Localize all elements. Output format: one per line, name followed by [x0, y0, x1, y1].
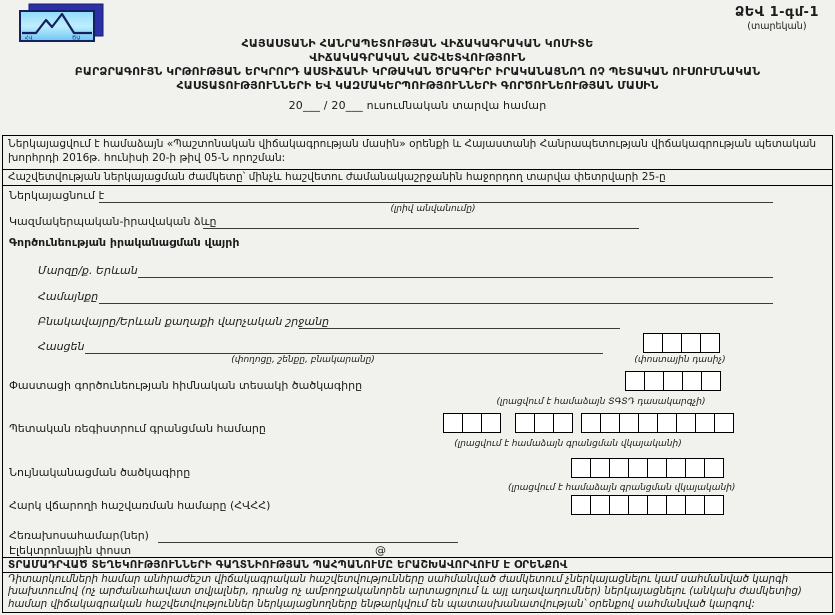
academic-year-line[interactable]: 20___ / 20___ ուսումնական տարվա համար — [288, 98, 547, 112]
location-heading: Գործունեության իրականացման վայրի — [9, 236, 240, 249]
privacy-notice: ՏՐԱՄԱԴՐՎԱԾ ՏԵՂԵԿՈՒԹՅՈՒՆՆԵՐԻ ԳԱՂՏՆԻՈՒԹՅԱՆ ՊԱՀՊԱՆՈՒՄԸ ԵՐԱՇԽԱՎՈՐՎՈՒՄ Է ՕՐԵՆՔՈՎ — [3, 557, 832, 572]
code-cell[interactable] — [685, 458, 705, 478]
tin-boxes[interactable] — [571, 495, 724, 515]
code-cell[interactable] — [644, 371, 664, 391]
code-cell[interactable] — [700, 333, 720, 353]
code-cell[interactable] — [571, 458, 591, 478]
code-cell[interactable] — [553, 413, 573, 433]
postal-code-boxes[interactable] — [643, 333, 720, 353]
code-cell[interactable] — [609, 495, 629, 515]
code-cell[interactable] — [676, 413, 696, 433]
title-report-type: ՎԻՃԱԿԱԳՐԱԿԱՆ ՀԱՇՎԵՏՎՈՒԹՅՈՒՆ — [309, 50, 526, 64]
code-cell[interactable] — [685, 495, 705, 515]
code-cell[interactable] — [619, 413, 639, 433]
email-label: Էլեկտրոնային փոստ — [9, 544, 132, 557]
code-cell[interactable] — [443, 413, 463, 433]
code-cell[interactable] — [625, 371, 645, 391]
code-cell[interactable] — [571, 495, 591, 515]
address-label: Հասցեն — [38, 340, 85, 353]
code-cell[interactable] — [462, 413, 482, 433]
code-cell[interactable] — [647, 458, 667, 478]
phone-label: Հեռախոսահամար(ներ) — [9, 529, 149, 542]
activity-code-boxes[interactable] — [625, 371, 721, 391]
code-cell[interactable] — [638, 413, 658, 433]
email-domain-input[interactable] — [386, 544, 466, 558]
code-cell[interactable] — [695, 413, 715, 433]
form-periodicity: (տարեկան) — [747, 21, 807, 32]
title-subject-line2: ՀԱՍՏԱՏՈՒԹՅՈՒՆՆԵՐԻ ԵՎ ԿԱԶՄԱԿԵՐՊՈՒԹՅՈՒՆՆԵՐԻ ԳՈՐԾՈՒՆԵՈՒԹՅԱՆ ՄԱՍԻՆ — [176, 78, 659, 92]
legal-basis-text: Ներկայացվում է համաձայն «Պաշտոնական վիճակագրության մասին» օրենքի և Հայաստանի Հանրապետության վիճակագրության պետական խորհրդի 2016թ. հունիսի 20-ի թիվ 05-Ն որոշման: — [8, 138, 817, 164]
title-subject-line1: ԲԱՐՁՐԱԳՈՒՅՆ ԿՐԹՈՒԹՅԱՆ ԵՐԿՐՈՐԴ ԱՍՏԻՃԱՆԻ ԿՐԹԱԿԱՆ ԾՐԱԳՐԵՐ ԻՐԱԿԱՆԱՑՆՈՂ ՈՉ ՊԵՏԱԿԱՆ ՈՒՍՈՒՄՆԱԿԱՆ — [74, 64, 761, 78]
presented-by-label: Ներկայացնում է — [9, 189, 105, 202]
code-cell[interactable] — [657, 413, 677, 433]
code-cell[interactable] — [704, 458, 724, 478]
code-cell[interactable] — [704, 495, 724, 515]
code-cell[interactable] — [662, 333, 682, 353]
code-cell[interactable] — [643, 333, 663, 353]
email-local-input[interactable] — [158, 544, 373, 558]
id-code-boxes[interactable] — [571, 458, 724, 478]
activity-code-label: Փաստացի գործունեության հիմնական տեսակի ծածկագիրը — [9, 379, 363, 392]
form-code-block — [735, 5, 819, 32]
presented-by-hint: (լրիվ անվանումը) — [390, 204, 476, 214]
form-titles — [0, 37, 835, 113]
legal-form-input[interactable] — [203, 215, 639, 229]
address-input[interactable] — [85, 340, 603, 354]
code-cell[interactable] — [666, 458, 686, 478]
code-cell[interactable] — [628, 458, 648, 478]
code-cell[interactable] — [481, 413, 501, 433]
community-label: Համայնքը — [38, 290, 99, 303]
liability-note: Դիտարկումների համար անհրաժեշտ վիճակագրական հաշվետվությունները սահմանված ժամկետում չներկայացնելու կամ սահմանված կարգի խախտումով (ոչ արժանահավատ տվյալներ, դրանց ոչ ամբողջականորեն արտացոլում և այլ աղավաղումներ) ներկայացնելու (անկախ ժամկետից) համար վիճակագրական հաշվետվություններ ներկայացնողները ենթարկվում են պատասխանատվության՝ օրենքով սահմանված կարգով: — [3, 572, 832, 612]
code-cell[interactable] — [609, 458, 629, 478]
register-number-hint: (լրացվում է համաձայն գրանցման վկայականի) — [454, 439, 682, 449]
code-cell[interactable] — [647, 495, 667, 515]
presented-by-input[interactable] — [99, 189, 773, 203]
region-label: Մարզը/ք. Երևան — [38, 264, 138, 277]
address-hint: (փողոցը, շենքը, բնակարանը) — [231, 355, 375, 365]
form-body — [2, 135, 833, 613]
tin-label: Հարկ վճարողի հաշվառման համարը (ՀՎՀՀ) — [9, 499, 271, 512]
code-cell[interactable] — [681, 333, 701, 353]
code-cell[interactable] — [701, 371, 721, 391]
code-cell[interactable] — [590, 458, 610, 478]
register-number-boxes-group2[interactable] — [515, 413, 573, 433]
logo-right-mark: ԾԱ — [72, 35, 81, 42]
community-input[interactable] — [99, 290, 773, 304]
register-number-label: Պետական ռեգիստրում գրանցման համարը — [9, 422, 266, 435]
postal-code-hint: (փոստային դասիչ) — [634, 355, 726, 365]
code-cell[interactable] — [581, 413, 601, 433]
form-code: ՁԵՎ 1-գմ-1 — [734, 5, 819, 20]
id-code-hint: (լրացվում է համաձայն գրանցման վկայականի) — [508, 483, 736, 493]
code-cell[interactable] — [515, 413, 535, 433]
code-cell[interactable] — [666, 495, 686, 515]
activity-code-hint: (լրացվում է համաձայն ՏԳՏԴ դասակարգչի) — [496, 397, 706, 407]
code-cell[interactable] — [682, 371, 702, 391]
region-input[interactable] — [138, 264, 773, 278]
code-cell[interactable] — [590, 495, 610, 515]
email-at-sign: @ — [375, 544, 386, 557]
code-cell[interactable] — [663, 371, 683, 391]
settlement-label: Բնակավայրը/Երևան քաղաքի վարչական շրջանը — [38, 315, 330, 328]
code-cell[interactable] — [534, 413, 554, 433]
code-cell[interactable] — [600, 413, 620, 433]
phone-input[interactable] — [158, 529, 458, 543]
register-number-boxes-group3[interactable] — [581, 413, 734, 433]
settlement-input[interactable] — [299, 315, 620, 329]
logo-left-mark: ՀՎ — [25, 35, 33, 42]
id-code-label: Նույնականացման ծածկագիրը — [9, 466, 191, 479]
legal-form-label: Կազմակերպական-իրավական ձևը — [9, 215, 217, 228]
title-committee: ՀԱՅԱՍՏԱՆԻ ՀԱՆՐԱՊԵՏՈՒԹՅԱՆ ՎԻՃԱԿԱԳՐԱԿԱՆ ԿՈՄԻՏԵ — [241, 37, 594, 50]
deadline-text: Հաշվետվության ներկայացման ժամկետը՝ մինչև հաշվետու ժամանակաշրջանին հաջորդող տարվա փետրվարի 25-ը — [3, 169, 832, 185]
code-cell[interactable] — [714, 413, 734, 433]
register-number-boxes-group1[interactable] — [443, 413, 501, 433]
code-cell[interactable] — [628, 495, 648, 515]
form-fields-area — [3, 185, 832, 557]
